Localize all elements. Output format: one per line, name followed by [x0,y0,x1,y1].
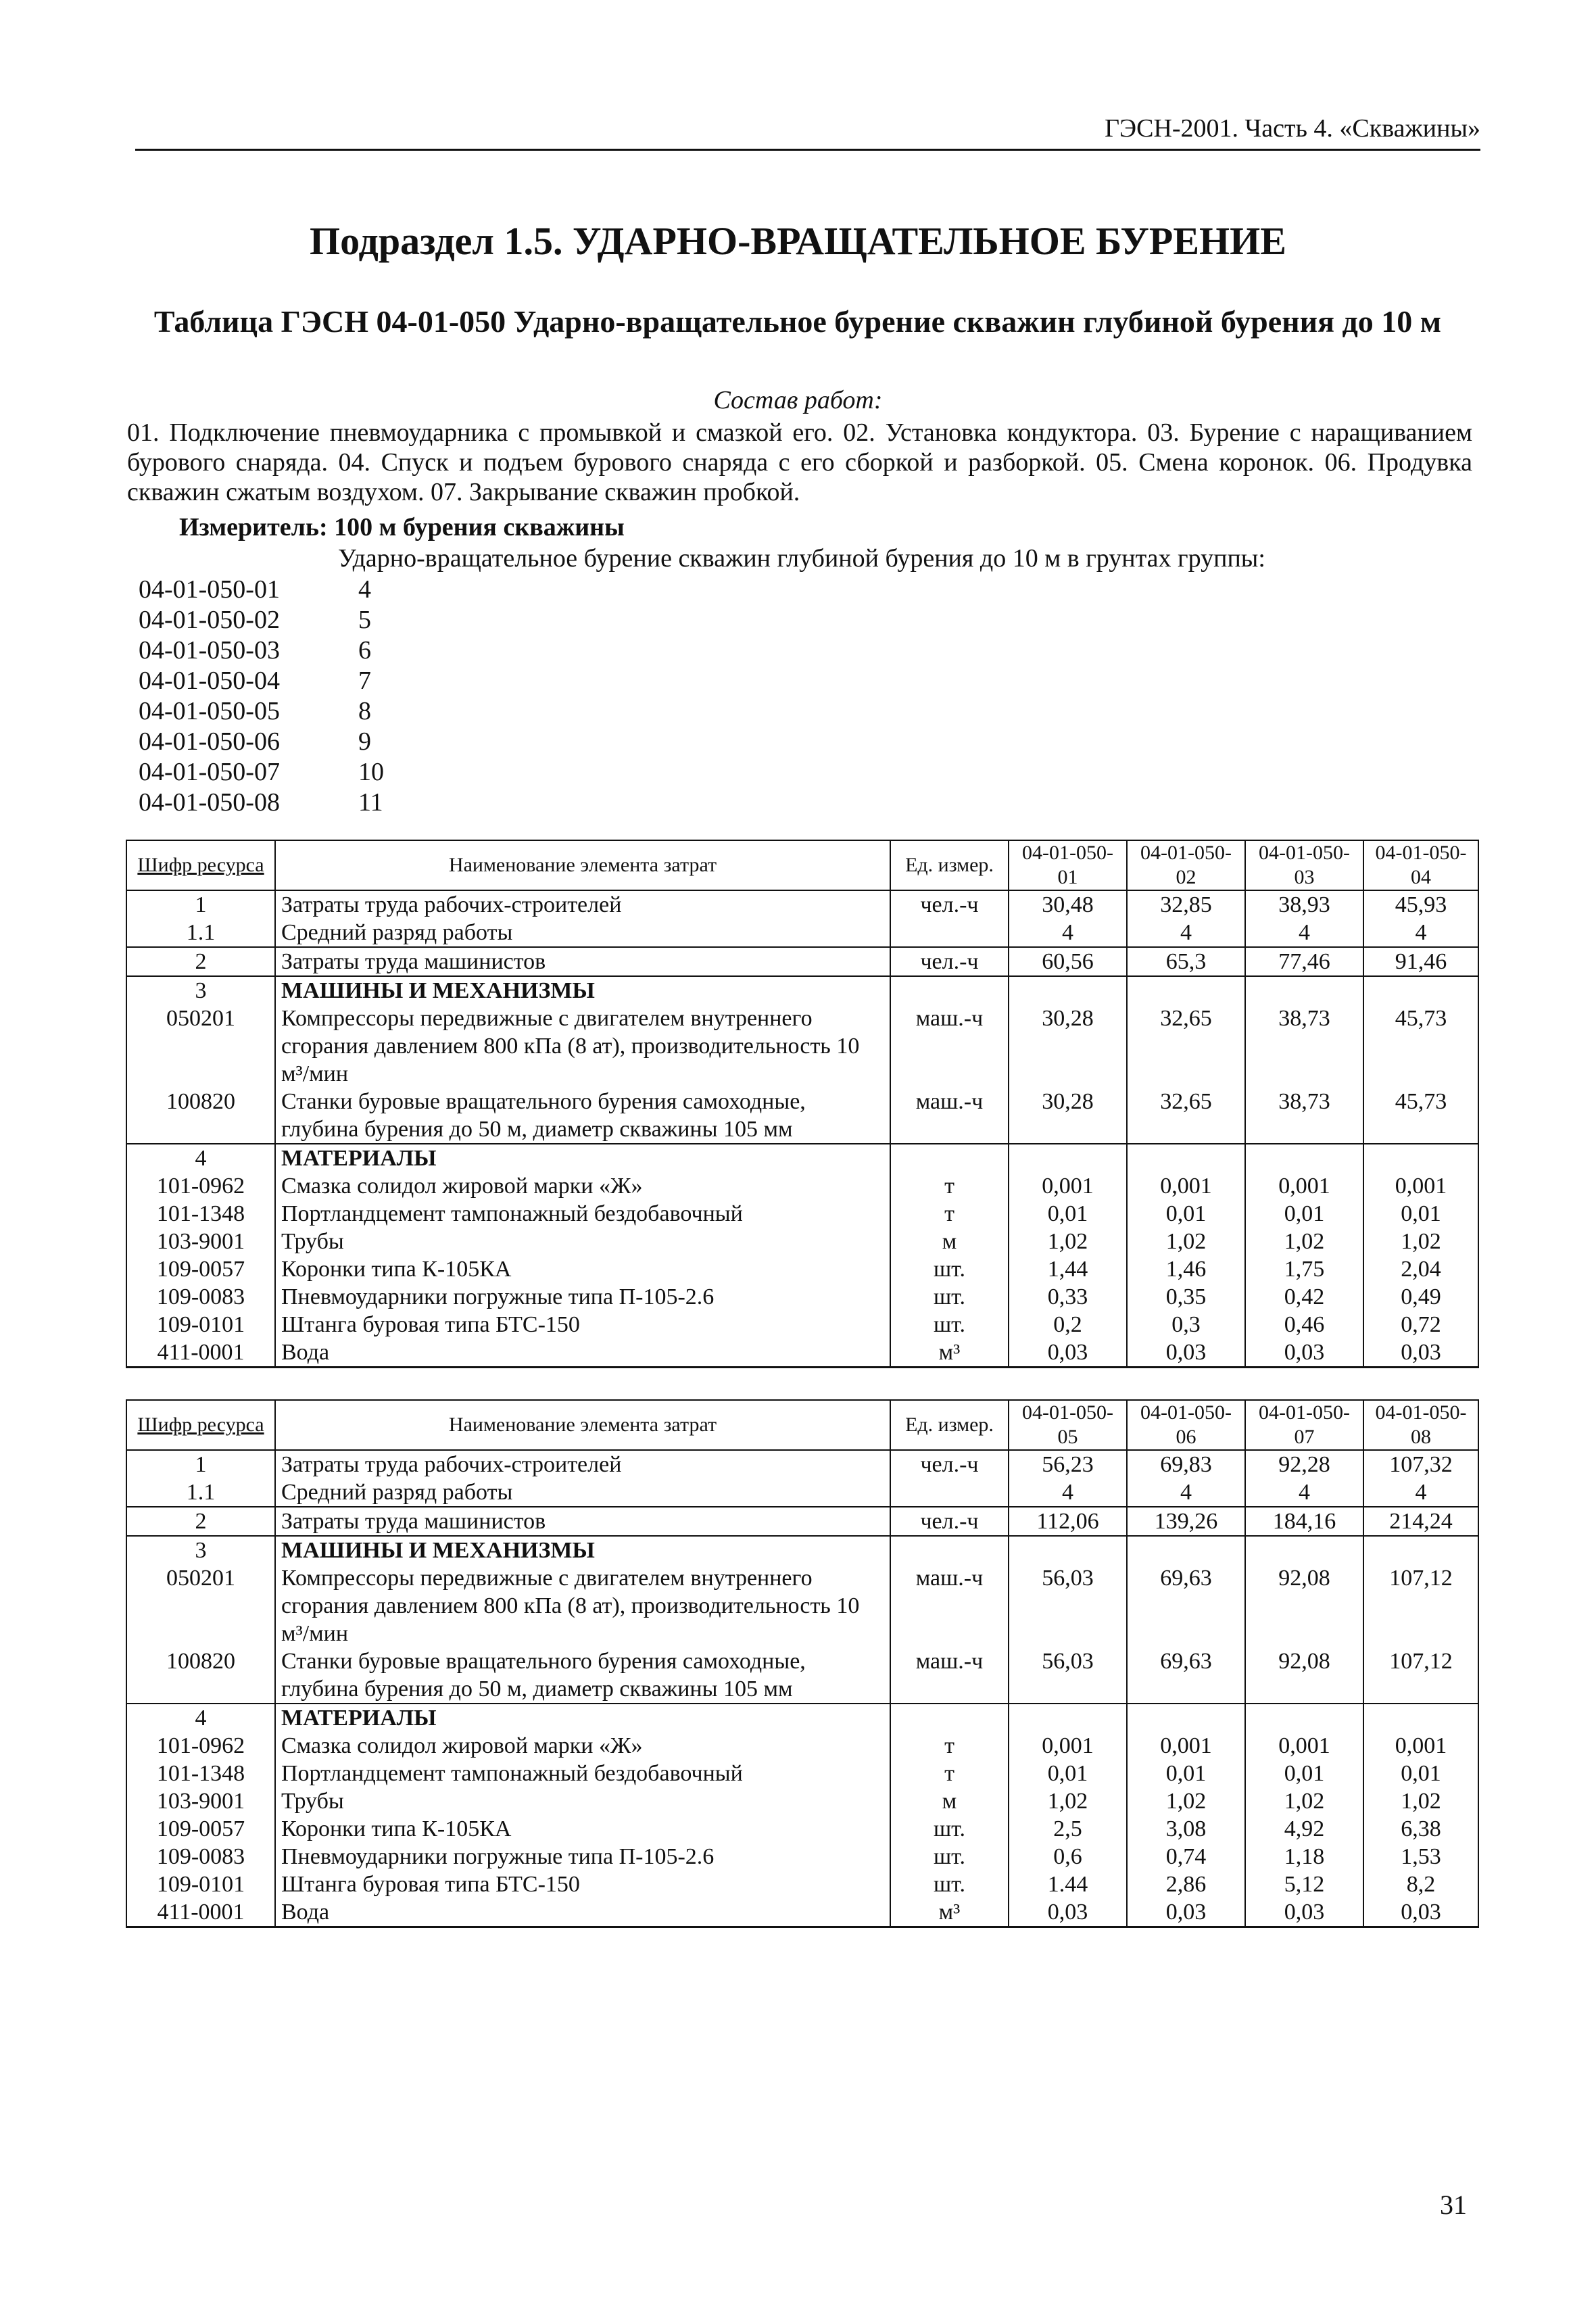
unit: маш.-ч [890,1088,1009,1144]
resource-code: 103-9001 [126,1787,275,1815]
norm-value: 4 [1363,1478,1478,1507]
norm-value: 45,73 [1363,1005,1478,1088]
cost-element-name: Портландцемент тампонажный бездобавочный [275,1760,890,1787]
norm-value: 1,44 [1009,1255,1127,1283]
norm-value: 32,85 [1127,890,1245,919]
code-list-item [139,696,384,727]
cost-element-name: МАТЕРИАЛЫ [275,1704,890,1732]
norm-value: 4 [1363,919,1478,947]
norm-value [1245,1704,1363,1732]
resource-code: 101-0962 [126,1172,275,1200]
norm-value: 30,28 [1009,1088,1127,1144]
norm-value: 1,18 [1245,1843,1363,1871]
norm-value: 69,63 [1127,1564,1245,1647]
cost-element-name: Вода [275,1898,890,1927]
table-header-row [126,1400,1478,1450]
code-list-item [139,788,384,818]
norm-value: 139,26 [1127,1507,1245,1536]
norm-value: 0,49 [1363,1283,1478,1311]
unit: шт. [890,1283,1009,1311]
table-row [126,1536,1478,1564]
norm-value: 1,46 [1127,1255,1245,1283]
cost-element-name: Затраты труда машинистов [275,947,890,976]
header-unit: Ед. измер. [890,840,1009,890]
norm-value: 4 [1245,1478,1363,1507]
norm-value: 0,001 [1363,1732,1478,1760]
norm-value [1009,976,1127,1005]
unit: шт. [890,1871,1009,1898]
code-value: 04-01-050-06 [139,727,280,756]
cost-element-name: Штанга буровая типа БТС-150 [275,1871,890,1898]
norm-value: 0,35 [1127,1283,1245,1311]
code-value: 04-01-050-04 [139,667,280,695]
norm-value: 0,01 [1245,1760,1363,1787]
norm-value [1363,1144,1478,1172]
norm-value: 0,01 [1363,1200,1478,1228]
norm-value: 1,02 [1127,1228,1245,1255]
norm-value [1127,976,1245,1005]
norm-value: 1.44 [1009,1871,1127,1898]
resource-code: 109-0057 [126,1815,275,1843]
norm-value: 92,08 [1245,1564,1363,1647]
resource-code: 1.1 [126,1478,275,1507]
norm-value: 0,3 [1127,1311,1245,1338]
unit: маш.-ч [890,1647,1009,1704]
norm-value: 0,01 [1127,1200,1245,1228]
header-column-code: 04-01-050-04 [1363,840,1478,890]
resource-code: 109-0101 [126,1871,275,1898]
table-row [126,1564,1478,1647]
table-row [126,947,1478,976]
norm-value [1127,1144,1245,1172]
norm-value: 4 [1009,1478,1127,1507]
table-row [126,1144,1478,1172]
norm-value: 77,46 [1245,947,1363,976]
norm-value: 4,92 [1245,1815,1363,1843]
norm-value: 0,001 [1009,1172,1127,1200]
code-list-item [139,575,384,605]
table-row [126,1732,1478,1760]
norm-value [1245,976,1363,1005]
cost-element-name: Пневмоударники погружные типа П-105-2.6 [275,1843,890,1871]
cost-element-name: Смазка солидол жировой марки «Ж» [275,1732,890,1760]
norm-value: 0,6 [1009,1843,1127,1871]
norm-value: 0,46 [1245,1311,1363,1338]
unit [890,1536,1009,1564]
norm-value: 0,72 [1363,1311,1478,1338]
resource-code: 050201 [126,1005,275,1088]
norm-value [1127,1704,1245,1732]
table-row [126,1200,1478,1228]
code-list-item [139,666,384,696]
norm-value: 92,08 [1245,1647,1363,1704]
table-title: Таблица ГЭСН 04-01-050 Ударно-вращательное бурение скважин глубиной бурения до 10 м [153,304,1442,339]
table-row [126,1843,1478,1871]
header-name: Наименование элемента затрат [275,840,890,890]
unit: м [890,1787,1009,1815]
table-row [126,1338,1478,1368]
unit: м [890,1228,1009,1255]
resource-code: 1 [126,1450,275,1478]
resource-code: 100820 [126,1647,275,1704]
header-column-code: 04-01-050-06 [1127,1400,1245,1450]
resource-code: 100820 [126,1088,275,1144]
header-column-code: 04-01-050-05 [1009,1400,1127,1450]
norm-value: 38,93 [1245,890,1363,919]
table-header-row [126,840,1478,890]
norm-value: 0,74 [1127,1843,1245,1871]
resource-code: 109-0083 [126,1283,275,1311]
meter-line: Измеритель: 100 м бурения скважины [179,513,625,541]
table-row [126,1478,1478,1507]
table-row [126,1088,1478,1144]
norm-value: 0,03 [1363,1338,1478,1368]
cost-element-name: МАШИНЫ И МЕХАНИЗМЫ [275,1536,890,1564]
norm-value: 0,03 [1127,1338,1245,1368]
norm-value [1245,1536,1363,1564]
norm-value: 2,86 [1127,1871,1245,1898]
unit: маш.-ч [890,1564,1009,1647]
resource-code: 4 [126,1144,275,1172]
header-code-label: Шифр ресурса [137,1414,264,1436]
table-row [126,976,1478,1005]
cost-element-name: Коронки типа К-105КА [275,1815,890,1843]
code-value: 04-01-050-05 [139,697,280,725]
norm-value [1363,1536,1478,1564]
norm-value: 38,73 [1245,1088,1363,1144]
cost-element-name: Затраты труда рабочих-строителей [275,1450,890,1478]
norm-value: 92,28 [1245,1450,1363,1478]
norm-value: 1,02 [1009,1787,1127,1815]
soil-group-value: 6 [358,636,371,665]
norm-value: 91,46 [1363,947,1478,976]
header-column-code: 04-01-050-08 [1363,1400,1478,1450]
header-column-code: 04-01-050-03 [1245,840,1363,890]
norm-value [1009,1536,1127,1564]
unit: м³ [890,1338,1009,1368]
table-row [126,1283,1478,1311]
cost-element-name: Затраты труда машинистов [275,1507,890,1536]
resource-code: 101-0962 [126,1732,275,1760]
cost-element-name: Компрессоры передвижные с двигателем внутреннего сгорания давлением 800 кПа (8 ат), производительность 10 м³/мин [275,1005,890,1088]
norm-value: 0,001 [1127,1172,1245,1200]
cost-element-name: Трубы [275,1787,890,1815]
table-row [126,1898,1478,1927]
norm-value: 0,001 [1245,1172,1363,1200]
norm-value: 1,02 [1245,1787,1363,1815]
unit [890,1478,1009,1507]
norm-value: 0,01 [1009,1200,1127,1228]
code-list-item [139,605,384,635]
norm-value: 1,75 [1245,1255,1363,1283]
norm-value: 0,001 [1245,1732,1363,1760]
unit [890,1144,1009,1172]
norm-value: 45,73 [1363,1088,1478,1144]
norm-value [1009,1144,1127,1172]
norm-value: 0,001 [1009,1732,1127,1760]
section-title: Подраздел 1.5. УДАРНО-ВРАЩАТЕЛЬНОЕ БУРЕНИЕ [310,219,1286,263]
code-value: 04-01-050-01 [139,575,280,604]
unit: м³ [890,1898,1009,1927]
resource-code: 1 [126,890,275,919]
header-name: Наименование элемента затрат [275,1400,890,1450]
unit: чел.-ч [890,1450,1009,1478]
norm-value: 56,03 [1009,1564,1127,1647]
code-value: 04-01-050-02 [139,606,280,634]
resource-code: 411-0001 [126,1338,275,1368]
norm-value: 2,04 [1363,1255,1478,1283]
cost-element-name: Станки буровые вращательного бурения самоходные, глубина бурения до 50 м, диаметр скважины 105 мм [275,1088,890,1144]
soil-group-value: 10 [358,758,384,786]
norm-value: 8,2 [1363,1871,1478,1898]
page-number: 31 [1440,2190,1467,2220]
resource-code: 3 [126,1536,275,1564]
table-row [126,919,1478,947]
norm-value: 0,01 [1363,1760,1478,1787]
table-row [126,1815,1478,1843]
norm-value: 3,08 [1127,1815,1245,1843]
norm-value: 0,01 [1127,1760,1245,1787]
cost-element-name: Смазка солидол жировой марки «Ж» [275,1172,890,1200]
norm-value: 0,03 [1245,1898,1363,1927]
norm-value: 1,02 [1127,1787,1245,1815]
soil-group-value: 8 [358,697,371,725]
soil-group-value: 7 [358,667,371,695]
norm-value: 0,03 [1363,1898,1478,1927]
norm-value: 0,03 [1245,1338,1363,1368]
table-row [126,1172,1478,1200]
norm-value: 2,5 [1009,1815,1127,1843]
unit: шт. [890,1255,1009,1283]
norm-value: 184,16 [1245,1507,1363,1536]
code-list [139,575,384,818]
norms-table-1 [126,840,1479,1368]
composition-text: 01. Подключение пневмоударника с промывкой и смазкой его. 02. Установка кондуктора. 03. Бурение с наращиванием бурового снаряда. 04. Спуск и подъем бурового снаряда с его сборкой и разборкой. 05. Смена коронок. 06. Продувка скважин сжатым воздухом. 07. Закрывание скважин пробкой. [127,418,1472,506]
norm-value: 0,03 [1009,1338,1127,1368]
norm-value: 4 [1127,1478,1245,1507]
norm-value: 5,12 [1245,1871,1363,1898]
cost-element-name: Пневмоударники погружные типа П-105-2.6 [275,1283,890,1311]
norm-value: 0,001 [1363,1172,1478,1200]
norm-value: 107,12 [1363,1564,1478,1647]
cost-element-name: Станки буровые вращательного бурения самоходные, глубина бурения до 50 м, диаметр скважины 105 мм [275,1647,890,1704]
table-row [126,1228,1478,1255]
resource-code: 109-0083 [126,1843,275,1871]
resource-code: 4 [126,1704,275,1732]
cost-element-name: Портландцемент тампонажный бездобавочный [275,1200,890,1228]
table-row [126,1311,1478,1338]
norm-value: 30,48 [1009,890,1127,919]
resource-code: 109-0057 [126,1255,275,1283]
resource-code: 103-9001 [126,1228,275,1255]
cost-element-name: Трубы [275,1228,890,1255]
norm-value: 4 [1127,919,1245,947]
unit: шт. [890,1843,1009,1871]
table-row [126,1450,1478,1478]
table-row [126,890,1478,919]
norm-value: 1,02 [1363,1228,1478,1255]
norm-value [1009,1704,1127,1732]
code-list-item [139,635,384,666]
norm-value [1127,1536,1245,1564]
cost-element-name: Затраты труда рабочих-строителей [275,890,890,919]
code-list-item [139,757,384,788]
code-value: 04-01-050-07 [139,758,280,786]
code-value: 04-01-050-03 [139,636,280,665]
resource-code: 1.1 [126,919,275,947]
norm-value: 60,56 [1009,947,1127,976]
norm-value: 112,06 [1009,1507,1127,1536]
code-list-item [139,727,384,757]
header-column-code: 04-01-050-07 [1245,1400,1363,1450]
cost-element-name: Коронки типа К-105КА [275,1255,890,1283]
norm-value: 0,42 [1245,1283,1363,1311]
header-column-code: 04-01-050-01 [1009,840,1127,890]
table-row [126,1647,1478,1704]
norm-value: 4 [1009,919,1127,947]
soil-group-value: 11 [358,788,383,817]
norm-value: 107,32 [1363,1450,1478,1478]
norm-value: 69,63 [1127,1647,1245,1704]
norm-value: 65,3 [1127,947,1245,976]
resource-code: 050201 [126,1564,275,1647]
norm-value: 6,38 [1363,1815,1478,1843]
composition-heading: Состав работ: [713,386,883,414]
norm-value: 32,65 [1127,1088,1245,1144]
norm-value: 1,53 [1363,1843,1478,1871]
norm-value [1363,976,1478,1005]
unit: шт. [890,1311,1009,1338]
cost-element-name: Средний разряд работы [275,919,890,947]
table-row [126,1760,1478,1787]
norm-value [1245,1144,1363,1172]
norm-value: 0,01 [1009,1760,1127,1787]
norm-value [1363,1704,1478,1732]
unit: т [890,1732,1009,1760]
unit [890,976,1009,1005]
norm-value: 0,03 [1127,1898,1245,1927]
norm-value: 56,03 [1009,1647,1127,1704]
unit: т [890,1760,1009,1787]
cost-element-name: МАШИНЫ И МЕХАНИЗМЫ [275,976,890,1005]
unit: чел.-ч [890,890,1009,919]
norm-value: 0,03 [1009,1898,1127,1927]
norm-value: 214,24 [1363,1507,1478,1536]
table-row [126,1871,1478,1898]
unit: маш.-ч [890,1005,1009,1088]
resource-code: 3 [126,976,275,1005]
norm-value: 1,02 [1245,1228,1363,1255]
cost-element-name: Штанга буровая типа БТС-150 [275,1311,890,1338]
unit: шт. [890,1815,1009,1843]
table-row [126,1005,1478,1088]
cost-element-name: МАТЕРИАЛЫ [275,1144,890,1172]
table-row [126,1787,1478,1815]
norm-value: 0,001 [1127,1732,1245,1760]
header-column-code: 04-01-050-02 [1127,840,1245,890]
resource-code: 2 [126,1507,275,1536]
code-value: 04-01-050-08 [139,788,280,817]
header-code [126,1400,275,1450]
norm-value: 56,23 [1009,1450,1127,1478]
header-code-label: Шифр ресурса [137,854,264,876]
resource-code: 411-0001 [126,1898,275,1927]
unit: т [890,1172,1009,1200]
unit [890,1704,1009,1732]
resource-code: 2 [126,947,275,976]
norm-value: 1,02 [1363,1787,1478,1815]
norm-value: 1,02 [1009,1228,1127,1255]
unit: чел.-ч [890,947,1009,976]
norm-value: 0,01 [1245,1200,1363,1228]
soil-group-value: 4 [358,575,371,604]
resource-code: 109-0101 [126,1311,275,1338]
norm-value: 38,73 [1245,1005,1363,1088]
soil-group-value: 5 [358,606,371,634]
resource-code: 101-1348 [126,1200,275,1228]
cost-element-name: Компрессоры передвижные с двигателем внутреннего сгорания давлением 800 кПа (8 ат), производительность 10 м³/мин [275,1564,890,1647]
resource-code: 101-1348 [126,1760,275,1787]
header-code [126,840,275,890]
running-header: ГЭСН-2001. Часть 4. «Скважины» [135,114,1480,151]
norms-table-2 [126,1399,1479,1928]
norm-value: 4 [1245,919,1363,947]
unit: т [890,1200,1009,1228]
table-row [126,1255,1478,1283]
soil-group-value: 9 [358,727,371,756]
norm-value: 0,2 [1009,1311,1127,1338]
group-caption: Ударно-вращательное бурение скважин глубиной бурения до 10 м в грунтах группы: [338,544,1265,573]
cost-element-name: Средний разряд работы [275,1478,890,1507]
unit: чел.-ч [890,1507,1009,1536]
norm-value: 0,33 [1009,1283,1127,1311]
cost-element-name: Вода [275,1338,890,1368]
table-row [126,1704,1478,1732]
header-unit: Ед. измер. [890,1400,1009,1450]
table-row [126,1507,1478,1536]
norm-value: 107,12 [1363,1647,1478,1704]
norm-value: 69,83 [1127,1450,1245,1478]
norm-value: 30,28 [1009,1005,1127,1088]
norm-value: 32,65 [1127,1005,1245,1088]
norm-value: 45,93 [1363,890,1478,919]
unit [890,919,1009,947]
